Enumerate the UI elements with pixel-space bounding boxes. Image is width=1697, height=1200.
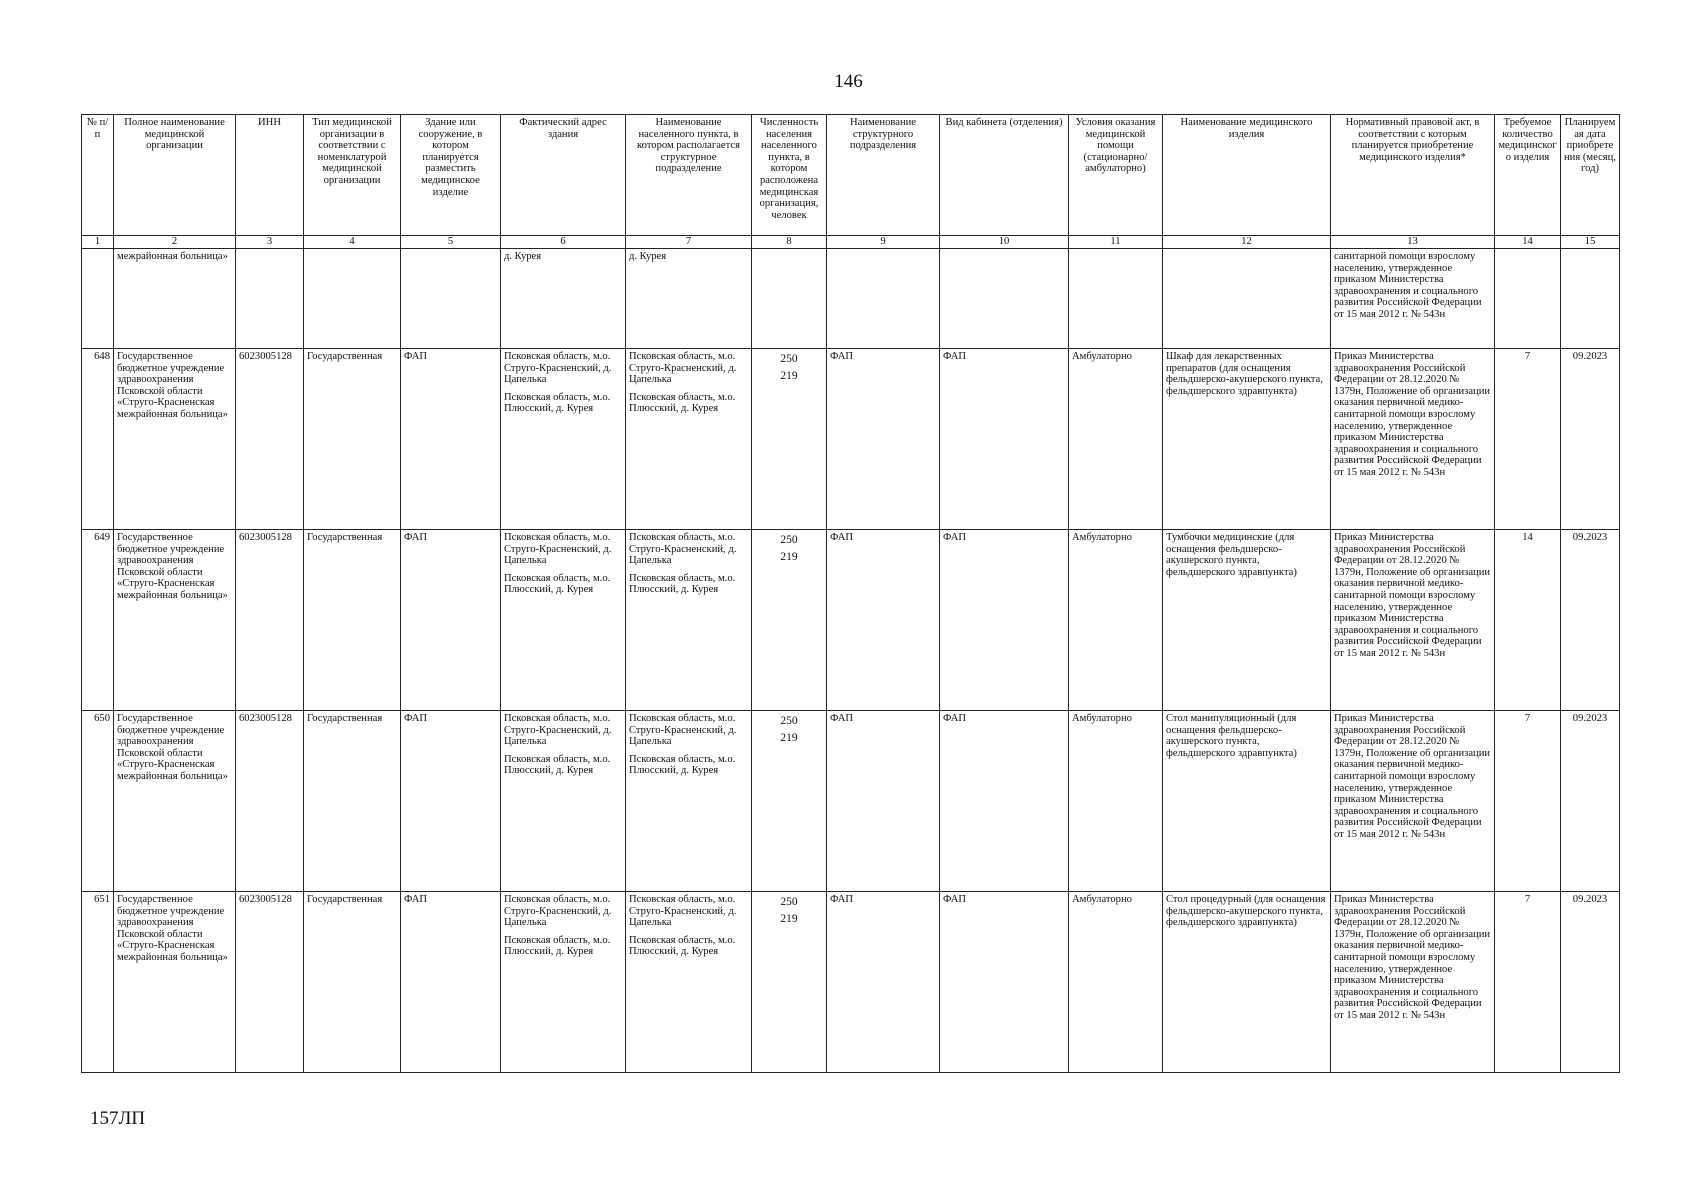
cell-empty: [752, 249, 827, 349]
cabinet-cell: ФАП: [940, 349, 1069, 530]
population-value: 219: [780, 732, 798, 744]
settlement-line: Псковская область, м.о. Плюсский, д. Курея: [629, 391, 736, 415]
cell-empty: [1069, 249, 1163, 349]
device-cell: Стол процедурный (для оснащения фельдшерско-акушерского пункта, фельдшерского здравпункта): [1163, 892, 1331, 1073]
cabinet-cell: ФАП: [940, 711, 1069, 892]
cell-empty: [1163, 249, 1331, 349]
header-cell: Тип медицинской организации в соответствии с номенклатурой медицинской организации: [304, 115, 401, 236]
header-cell: Численность населения населенного пункта, в котором расположена медицинская организация, человек: [752, 115, 827, 236]
org-name-cell: Государственное бюджетное учреждение здравоохранения Псковской области «Струго-Красненская межрайонная больница»: [114, 711, 236, 892]
inn-cell: 6023005128: [236, 530, 304, 711]
quantity-cell: 7: [1495, 349, 1561, 530]
quantity-cell: 7: [1495, 892, 1561, 1073]
unit-cell: ФАП: [827, 892, 940, 1073]
continuation-row: [82, 249, 1620, 349]
header-cell: Условия оказания медицинской помощи (стационарно/ амбулаторно): [1069, 115, 1163, 236]
unit-cell: ФАП: [827, 349, 940, 530]
device-cell: Стол манипуляционный (для оснащения фельдшерско-акушерского пункта, фельдшерского здравпункта): [1163, 711, 1331, 892]
column-number: 12: [1163, 236, 1331, 249]
population-value: 250: [780, 534, 798, 546]
column-number: 13: [1331, 236, 1495, 249]
building-cell: ФАП: [401, 892, 501, 1073]
settlement-cell: [626, 349, 752, 530]
settlement-cell: д. Курея: [626, 249, 752, 349]
population-value: 250: [780, 353, 798, 365]
cabinet-cell: ФАП: [940, 892, 1069, 1073]
header-cell: Планируемая дата приобретения (месяц, год): [1561, 115, 1620, 236]
org-type-cell: Государственная: [304, 530, 401, 711]
cell-empty: [1495, 249, 1561, 349]
date-cell: 09.2023: [1561, 530, 1620, 711]
cell-empty: [940, 249, 1069, 349]
legal-act-cell: Приказ Министерства здравоохранения Российской Федерации от 28.12.2020 № 1379н, Положение об организации оказания первичной медико-санитарной помощи взрослому населению, утвержденное приказом Министерства здравоохранения и социального развития Российской Федерации от 15 мая 2012 г. № 543н: [1331, 892, 1495, 1073]
building-cell: ФАП: [401, 711, 501, 892]
row-number: 648: [82, 349, 114, 530]
settlement-line: Псковская область, м.о. Плюсский, д. Курея: [629, 572, 736, 596]
quantity-cell: 7: [1495, 711, 1561, 892]
header-row: [82, 115, 1620, 236]
column-number: 4: [304, 236, 401, 249]
date-cell: 09.2023: [1561, 349, 1620, 530]
legal-act-cell: Приказ Министерства здравоохранения Российской Федерации от 28.12.2020 № 1379н, Положение об организации оказания первичной медико-санитарной помощи взрослому населению, утвержденное приказом Министерства здравоохранения и социального развития Российской Федерации от 15 мая 2012 г. № 543н: [1331, 711, 1495, 892]
header-cell: Фактический адрес здания: [501, 115, 626, 236]
settlement-cell: [626, 711, 752, 892]
header-cell: № п/п: [82, 115, 114, 236]
page-number: 146: [834, 71, 863, 92]
settlement-line: Псковская область, м.о. Струго-Красненский, д. Цапелька: [629, 713, 737, 748]
header-cell: Требуемое количество медицинского изделия: [1495, 115, 1561, 236]
header-cell: Полное наименование медицинской организации: [114, 115, 236, 236]
settlement-line: Псковская область, м.о. Струго-Красненский, д. Цапелька: [629, 894, 737, 929]
conditions-cell: Амбулаторно: [1069, 892, 1163, 1073]
address-line: Псковская область, м.о. Плюсский, д. Курея: [504, 572, 611, 596]
org-name-cell: Государственное бюджетное учреждение здравоохранения Псковской области «Струго-Красненская межрайонная больница»: [114, 349, 236, 530]
address-cell: д. Курея: [501, 249, 626, 349]
address-line: Псковская область, м.о. Плюсский, д. Курея: [504, 934, 611, 958]
unit-cell: ФАП: [827, 711, 940, 892]
conditions-cell: Амбулаторно: [1069, 711, 1163, 892]
address-line: Псковская область, м.о. Струго-Красненский, д. Цапелька: [504, 351, 612, 386]
equipment-table: [81, 114, 1620, 1073]
quantity-cell: 14: [1495, 530, 1561, 711]
header-cell: Наименование структурного подразделения: [827, 115, 940, 236]
org-type-cell: Государственная: [304, 711, 401, 892]
table-row: [82, 530, 1620, 711]
settlement-line: Псковская область, м.о. Струго-Красненский, д. Цапелька: [629, 351, 737, 386]
date-cell: 09.2023: [1561, 892, 1620, 1073]
cell-empty: [827, 249, 940, 349]
header-cell: Наименование населенного пункта, в котором располагается структурное подразделение: [626, 115, 752, 236]
inn-cell: 6023005128: [236, 349, 304, 530]
column-number: 8: [752, 236, 827, 249]
cell-empty: [401, 249, 501, 349]
org-name-cell: межрайонная больница»: [114, 249, 236, 349]
table-row: [82, 711, 1620, 892]
header-cell: ИНН: [236, 115, 304, 236]
column-number-row: [82, 236, 1620, 249]
address-cell: [501, 711, 626, 892]
column-number: 9: [827, 236, 940, 249]
building-cell: ФАП: [401, 530, 501, 711]
row-number: 650: [82, 711, 114, 892]
population-cell: [752, 711, 827, 892]
address-cell: [501, 892, 626, 1073]
row-number: 651: [82, 892, 114, 1073]
settlement-line: Псковская область, м.о. Плюсский, д. Курея: [629, 934, 736, 958]
column-number: 5: [401, 236, 501, 249]
population-cell: [752, 892, 827, 1073]
table-row: [82, 892, 1620, 1073]
legal-act-cell: санитарной помощи взрослому населению, утвержденное приказом Министерства здравоохранения и социального развития Российской Федерации от 15 мая 2012 г. № 543н: [1331, 249, 1495, 349]
legal-act-cell: Приказ Министерства здравоохранения Российской Федерации от 28.12.2020 № 1379н, Положение об организации оказания первичной медико-санитарной помощи взрослому населению, утвержденное приказом Министерства здравоохранения и социального развития Российской Федерации от 15 мая 2012 г. № 543н: [1331, 349, 1495, 530]
conditions-cell: Амбулаторно: [1069, 349, 1163, 530]
address-line: Псковская область, м.о. Струго-Красненский, д. Цапелька: [504, 894, 612, 929]
header-cell: Вид кабинета (отделения): [940, 115, 1069, 236]
population-value: 219: [780, 551, 798, 563]
legal-act-cell: Приказ Министерства здравоохранения Российской Федерации от 28.12.2020 № 1379н, Положение об организации оказания первичной медико-санитарной помощи взрослому населению, утвержденное приказом Министерства здравоохранения и социального развития Российской Федерации от 15 мая 2012 г. № 543н: [1331, 530, 1495, 711]
conditions-cell: Амбулаторно: [1069, 530, 1163, 711]
org-name-cell: Государственное бюджетное учреждение здравоохранения Псковской области «Струго-Красненская межрайонная больница»: [114, 530, 236, 711]
settlement-cell: [626, 892, 752, 1073]
population-value: 250: [780, 896, 798, 908]
header-cell: Здание или сооружение, в котором планируется разместить медицинское изделие: [401, 115, 501, 236]
population-value: 219: [780, 913, 798, 925]
settlement-cell: [626, 530, 752, 711]
address-cell: [501, 530, 626, 711]
column-number: 15: [1561, 236, 1620, 249]
column-number: 7: [626, 236, 752, 249]
device-cell: Шкаф для лекарственных препаратов (для оснащения фельдшерско-акушерского пункта, фельдшерского здравпункта): [1163, 349, 1331, 530]
population-cell: [752, 349, 827, 530]
building-cell: ФАП: [401, 349, 501, 530]
device-cell: Тумбочки медицинские (для оснащения фельдшерско-акушерского пункта, фельдшерского здравпункта): [1163, 530, 1331, 711]
date-cell: 09.2023: [1561, 711, 1620, 892]
cell-empty: [236, 249, 304, 349]
column-number: 3: [236, 236, 304, 249]
inn-cell: 6023005128: [236, 892, 304, 1073]
cell-empty: [82, 249, 114, 349]
population-value: 219: [780, 370, 798, 382]
settlement-line: Псковская область, м.о. Струго-Красненский, д. Цапелька: [629, 532, 737, 567]
address-cell: [501, 349, 626, 530]
column-number: 6: [501, 236, 626, 249]
org-type-cell: Государственная: [304, 892, 401, 1073]
column-number: 1: [82, 236, 114, 249]
address-line: Псковская область, м.о. Струго-Красненский, д. Цапелька: [504, 713, 612, 748]
address-line: Псковская область, м.о. Плюсский, д. Курея: [504, 753, 611, 777]
settlement-line: Псковская область, м.о. Плюсский, д. Курея: [629, 753, 736, 777]
column-number: 2: [114, 236, 236, 249]
table-row: [82, 349, 1620, 530]
address-line: Псковская область, м.о. Струго-Красненский, д. Цапелька: [504, 532, 612, 567]
row-number: 649: [82, 530, 114, 711]
org-type-cell: Государственная: [304, 349, 401, 530]
org-name-cell: Государственное бюджетное учреждение здравоохранения Псковской области «Струго-Красненская межрайонная больница»: [114, 892, 236, 1073]
cell-empty: [1561, 249, 1620, 349]
column-number: 10: [940, 236, 1069, 249]
footer-code: 157ЛП: [90, 1108, 146, 1129]
unit-cell: ФАП: [827, 530, 940, 711]
header-cell: Нормативный правовой акт, в соответствии с которым планируется приобретение медицинского изделия*: [1331, 115, 1495, 236]
column-number: 14: [1495, 236, 1561, 249]
header-cell: Наименование медицинского изделия: [1163, 115, 1331, 236]
address-line: Псковская область, м.о. Плюсский, д. Курея: [504, 391, 611, 415]
column-number: 11: [1069, 236, 1163, 249]
population-cell: [752, 530, 827, 711]
cell-empty: [304, 249, 401, 349]
inn-cell: 6023005128: [236, 711, 304, 892]
cabinet-cell: ФАП: [940, 530, 1069, 711]
population-value: 250: [780, 715, 798, 727]
